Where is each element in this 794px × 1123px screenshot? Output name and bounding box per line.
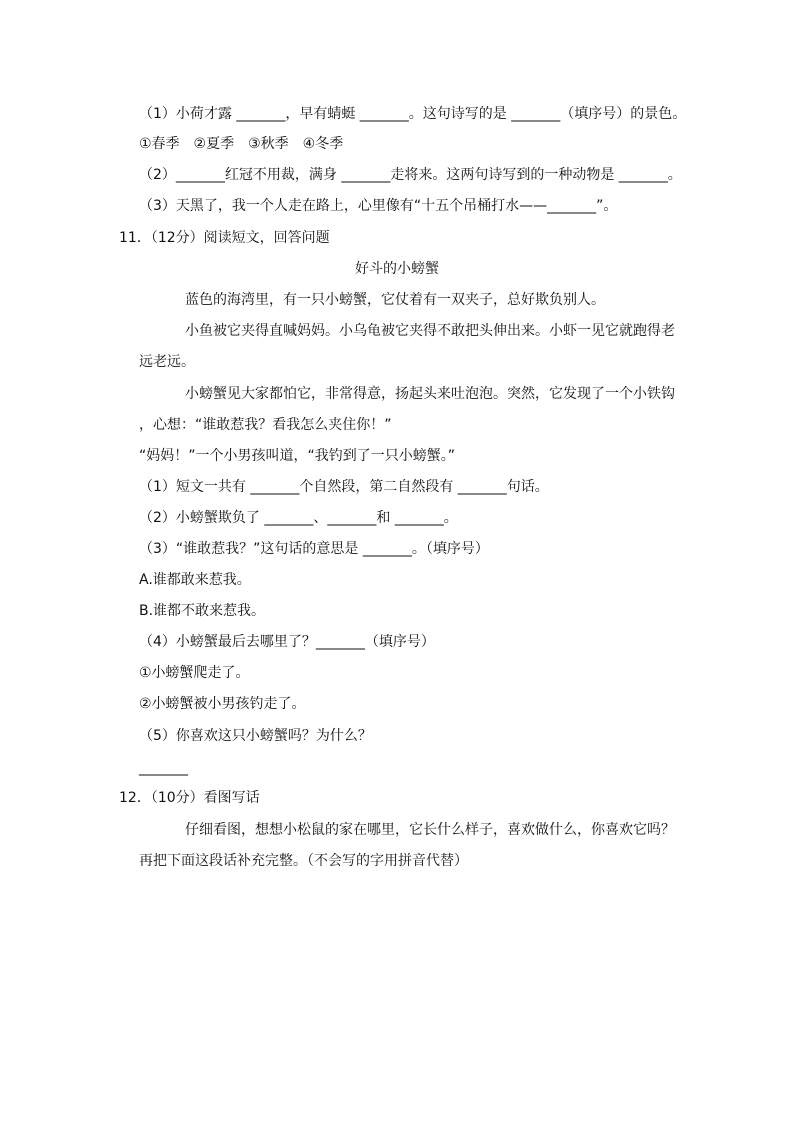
q12-header: 12．（10分）看图写话 <box>119 790 260 806</box>
passage-title: 好斗的小螃蟹 <box>355 261 439 277</box>
q12-p1b: 再把下面这段话补充完整。（不会写的字用拼音代替） <box>139 853 468 869</box>
q11-s4-option-2: ②小螃蟹被小男孩钓走了。 <box>139 696 306 712</box>
q10-sub1: （1）小荷才露 _______，早有蜻蜓 _______。这句诗写的是 _______（填序号）的景色。 <box>139 106 687 122</box>
q11-header: 11．（12分）阅读短文，回答问题 <box>119 230 330 246</box>
q11-s3-option-b: B.谁都不敢来惹我。 <box>139 603 266 619</box>
q10-sub2: （2）_______红冠不用裁，满身 _______走将来。这两句诗写到的一种动物是 _______。 <box>139 167 682 183</box>
q11-s3: （3）“谁敢惹我？”这句话的意思是 _______。（填序号） <box>139 541 489 557</box>
q11-s1: （1）短文一共有 _______个自然段，第二自然段有 _______句话。 <box>139 479 549 495</box>
passage-p3b: ，心想：“谁敢惹我？看我怎么夹住你！” <box>139 417 392 433</box>
passage-p2b: 远老远。 <box>139 354 195 370</box>
q11-s2: （2）小螃蟹欺负了 _______、_______和 _______。 <box>139 510 458 526</box>
passage-p4: “妈妈！”一个小男孩叫道，“我钓到了一只小螃蟹。” <box>139 448 456 464</box>
passage-p1: 蓝色的海湾里，有一只小螃蟹，它仗着有一双夹子，总好欺负别人。 <box>185 292 605 308</box>
q11-s5: （5）你喜欢这只小螃蟹吗？为什么？ <box>139 728 372 744</box>
q12-p1a: 仔细看图，想想小松鼠的家在哪里，它长什么样子，喜欢做什么，你喜欢它吗？ <box>185 822 675 838</box>
passage-p2a: 小鱼被它夹得直喊妈妈。小乌龟被它夹得不敢把头伸出来。小虾一见它就跑得老 <box>185 323 675 339</box>
q10-options: ①春季 ②夏季 ③秋季 ④冬季 <box>139 136 344 152</box>
q11-s3-option-a: A.谁都敢来惹我。 <box>139 572 251 588</box>
q11-s4-option-1: ①小螃蟹爬走了。 <box>139 665 250 681</box>
q10-sub3: （3）天黑了，我一个人走在路上，心里像有“十五个吊桶打水——_______”。 <box>139 198 618 214</box>
passage-p3a: 小螃蟹见大家都怕它，非常得意，扬起头来吐泡泡。突然，它发现了一个小铁钩 <box>185 386 675 402</box>
q11-s5-answer-blank: _______ <box>139 760 188 776</box>
q11-s4: （4）小螃蟹最后去哪里了？_______（填序号） <box>139 634 435 650</box>
